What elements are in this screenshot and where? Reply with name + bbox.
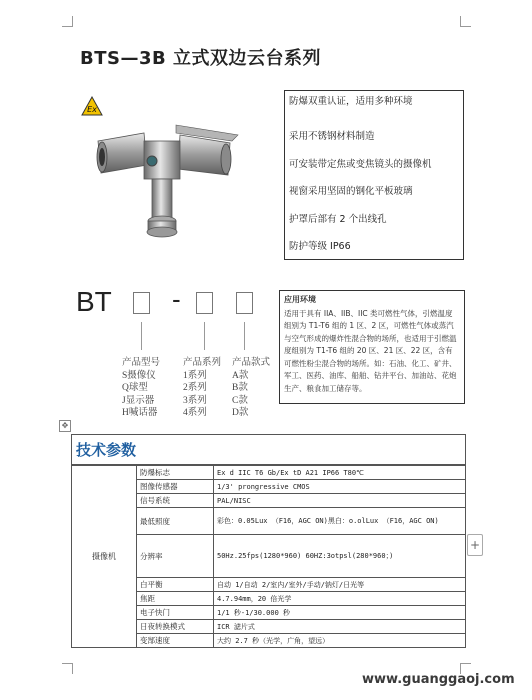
- spec-name: 最低照度: [137, 508, 214, 535]
- legend-option: J显示器: [122, 395, 155, 406]
- spec-name: 信号系统: [137, 494, 214, 508]
- table-move-handle-icon[interactable]: ✥: [59, 420, 71, 432]
- application-text: 适用于具有 IIA、IIB、IIC 类可燃性气体，引燃温度组别为 T1-T6 组的 1 区、2 区，可燃性气体或蒸汽与空气形成的爆炸性混合物的场所，也适用于引燃温度组别为 T1-T6 组的 20 区、21 区、22 区，含有可燃性粉尘混合物的场所。如：石油、化工、矿井、军工、医药、油库、船舶、钻井平台、加油站、花炮生产、粮食加工储存等。: [284, 308, 457, 393]
- spec-name: 白平衡: [137, 578, 214, 592]
- crop-mark: [460, 16, 471, 27]
- spec-value: 彩色：0.05Lux （F16，AGC ON)黑白：o.olLux （F16，AGC ON): [214, 508, 466, 535]
- legend-option: 2系列: [183, 383, 207, 393]
- leader-line: [141, 322, 142, 350]
- spec-value: ICR 滤片式: [214, 620, 466, 634]
- spec-name: 变郜速度: [137, 634, 214, 648]
- legend-heading: 产品型号: [122, 358, 161, 368]
- spec-value: 50Hz.25fps(1280*960) 60HZ:3otpsl(280*960；): [214, 535, 466, 578]
- leader-line: [244, 322, 245, 350]
- spec-name: 防爆标志: [137, 465, 214, 480]
- feature-item: 护罩后部有 2 个出线孔: [289, 213, 387, 225]
- feature-item: 视窗采用坚固的钢化平板玻璃: [289, 186, 413, 197]
- spec-name: 焦距: [137, 592, 214, 606]
- model-slot-type: [133, 292, 150, 314]
- legend-product-type: [122, 357, 160, 420]
- explosion-proof-camera-image: [92, 113, 240, 243]
- legend-option: H喊话器: [122, 408, 158, 418]
- feature-item: 采用不锈钢材料制造: [289, 131, 375, 142]
- model-prefix: BT: [76, 286, 112, 317]
- features-box: [284, 90, 464, 260]
- spec-value: Ex d IIC T6 Gb/Ex tD A21 IP66 T80℃: [214, 465, 466, 480]
- legend-heading: 产品系列: [183, 358, 222, 368]
- legend-option: Q球型: [122, 383, 148, 393]
- application-box: [279, 290, 465, 404]
- leader-line: [204, 322, 205, 350]
- crop-mark: [62, 16, 73, 27]
- legend-option: 1系列: [183, 370, 207, 381]
- legend-product-style: [232, 357, 270, 420]
- page-title: BTS—3B 立式双边云台系列: [80, 48, 321, 69]
- spec-value: 自动 1/自动 2/室内/室外/手动/钠灯/日光等: [214, 578, 466, 592]
- legend-option: B款: [232, 383, 248, 393]
- legend-option: 4系列: [183, 408, 207, 418]
- svg-text:Ex: Ex: [87, 105, 97, 114]
- spec-name: 分辨率: [137, 535, 214, 578]
- legend-option: D款: [232, 408, 249, 418]
- spec-heading: 技术参数: [72, 435, 466, 466]
- legend-option: C款: [232, 395, 248, 406]
- spec-value: PAL/NISC: [214, 494, 466, 508]
- spec-name: 图像传感器: [137, 480, 214, 494]
- spec-table: [71, 434, 466, 648]
- spec-name: 日夜转换模式: [137, 620, 214, 634]
- add-row-button[interactable]: +: [467, 534, 483, 556]
- spec-name: 电子快门: [137, 606, 214, 620]
- feature-item: 防护等级 IP66: [289, 241, 351, 252]
- legend-heading: 产品款式: [232, 358, 271, 368]
- spec-value: 4.7.94mm，20 倍光学: [214, 592, 466, 606]
- feature-item: 可安装带定焦或变焦镜头的摄像机: [289, 158, 432, 170]
- spec-category: 摄像机: [72, 465, 137, 648]
- model-dash: -: [172, 284, 181, 314]
- crop-mark: [62, 663, 73, 674]
- spec-value: 1/3' prongressive CMOS: [214, 480, 466, 494]
- site-watermark: www.guanggaoj.com: [362, 672, 515, 687]
- legend-option: A款: [232, 370, 249, 381]
- legend-option: 3系列: [183, 395, 207, 406]
- spec-value: 大约 2.7 秒（光学，广角，望远）: [214, 634, 466, 648]
- legend-product-series: [183, 357, 221, 420]
- spec-value: 1/1 秒-1/30.000 秒: [214, 606, 466, 620]
- model-slot-style: [236, 292, 253, 314]
- legend-option: S摄像仪: [122, 370, 156, 381]
- application-heading: 应用环境: [284, 295, 316, 304]
- feature-item: 防爆双重认证，适用多种环境: [289, 96, 413, 107]
- model-slot-series: [196, 292, 213, 314]
